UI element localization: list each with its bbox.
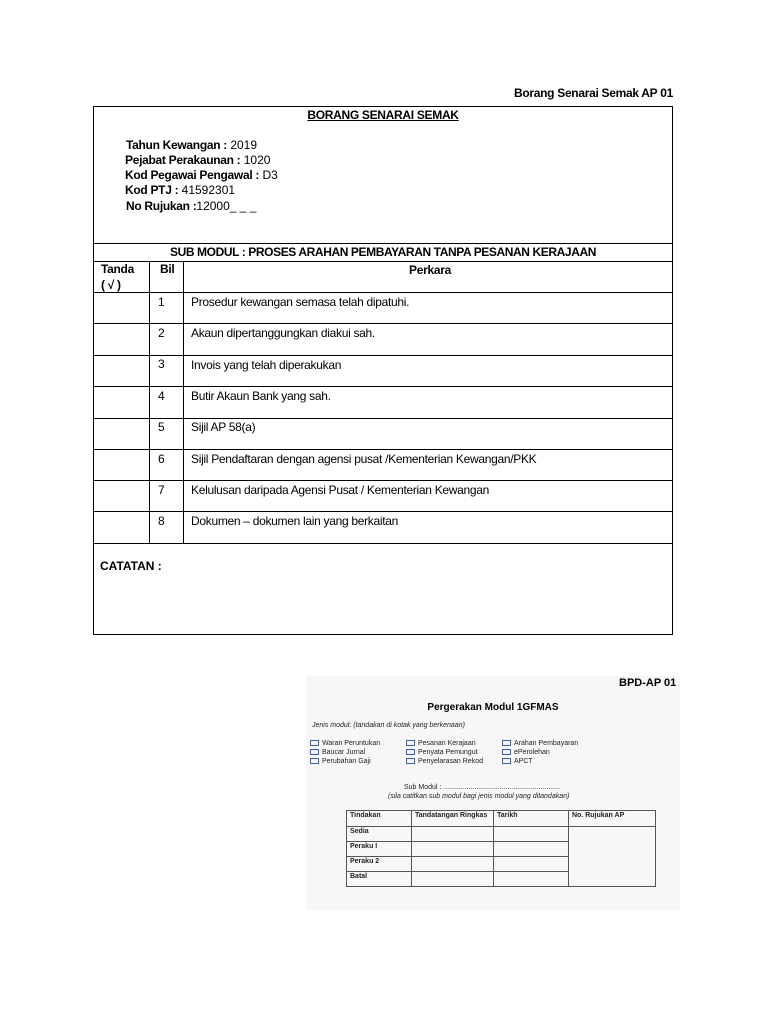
option-checkbox: Pesanan Kerajaan <box>406 740 476 747</box>
document-code: Borang Senarai Semak AP 01 <box>514 86 673 100</box>
row-bil: 2 <box>158 326 165 340</box>
row-bil: 8 <box>158 514 165 528</box>
checkbox-icon <box>502 758 511 764</box>
movement-table <box>346 810 656 887</box>
th-tarikh: Tarikh <box>494 811 569 827</box>
row-perkara: Invois yang telah diperakukan <box>191 358 342 372</box>
option-checkbox: Arahan Pembayaran <box>502 740 578 747</box>
row-bil: 1 <box>158 295 165 309</box>
option-checkbox: Waran Peruntukan <box>310 740 380 747</box>
row-perkara: Sijil Pendaftaran dengan agensi pusat /Kementerian Kewangan/PKK <box>191 452 537 466</box>
header-tanda: Tanda <box>101 262 134 276</box>
option-checkbox: Perubahan Gaji <box>310 758 371 765</box>
row-bil: 5 <box>158 420 165 434</box>
checkbox-icon <box>406 740 415 746</box>
header-perkara: Perkara <box>409 263 451 277</box>
info-kod-ptj: Kod PTJ : 41592301 <box>125 183 236 197</box>
option-checkbox: Baucar Jurnal <box>310 749 365 756</box>
action-cell: Batal <box>347 872 412 887</box>
row-bil: 3 <box>158 357 165 371</box>
bpd-code: BPD-AP 01 <box>619 677 677 689</box>
movement-form-image <box>306 676 680 910</box>
option-checkbox: Penyelarasan Rekod <box>406 758 483 765</box>
th-tindakan: Tindakan <box>347 811 412 827</box>
divider <box>94 243 672 244</box>
action-cell: Peraku 2 <box>347 857 412 872</box>
form-title: BORANG SENARAI SEMAK <box>307 108 459 122</box>
row-perkara: Kelulusan daripada Agensi Pusat / Kementerian Kewangan <box>191 483 490 497</box>
option-checkbox: APCT <box>502 758 533 765</box>
row-bil: 4 <box>158 389 165 403</box>
option-checkbox: ePerolehan <box>502 749 550 756</box>
jenis-modul-label: Jenis modul: (tandakan di kotak yang berkenaan) <box>312 722 465 729</box>
action-cell: Peraku I <box>347 842 412 857</box>
sub-modul-note: (sila catitkan sub modul bagi jenis modul yang ditandakan) <box>388 793 570 800</box>
checkbox-icon <box>406 749 415 755</box>
info-pejabat-perakaunan: Pejabat Perakaunan : 1020 <box>125 153 271 167</box>
checklist-form <box>93 106 673 635</box>
info-tahun-kewangan: Tahun Kewangan : 2019 <box>126 138 258 152</box>
info-kod-pegawai-pengawal: Kod Pegawai Pengawal : D3 <box>125 168 278 182</box>
header-tanda-mark: ( √ ) <box>101 278 121 292</box>
checkbox-icon <box>406 758 415 764</box>
action-cell: Sedia <box>347 827 412 842</box>
checkbox-icon <box>502 749 511 755</box>
row-perkara: Prosedur kewangan semasa telah dipatuhi. <box>191 295 410 309</box>
th-no-rujukan: No. Rujukan AP <box>569 811 656 827</box>
option-checkbox: Penyata Pemungut <box>406 749 478 756</box>
sub-modul-line: Sub Modul : ............................................................ <box>404 784 560 791</box>
catatan-label: CATATAN : <box>100 559 162 573</box>
info-no-rujukan: No Rujukan :12000_ _ _ <box>126 199 257 213</box>
row-perkara: Dokumen – dokumen lain yang berkaitan <box>191 514 399 528</box>
header-bil: Bil <box>160 262 175 276</box>
sub-modul-heading: SUB MODUL : PROSES ARAHAN PEMBAYARAN TANPA PESANAN KERAJAAN <box>169 245 596 259</box>
checkbox-icon <box>310 740 319 746</box>
movement-form-title: Pergerakan Modul 1GFMAS <box>427 702 559 713</box>
row-perkara: Sijil AP 58(a) <box>191 420 256 434</box>
th-tandatangan: Tandatangan Ringkas <box>412 811 494 827</box>
row-bil: 6 <box>158 452 165 466</box>
row-perkara: Akaun dipertanggungkan diakui sah. <box>191 326 375 340</box>
checkbox-icon <box>310 749 319 755</box>
row-bil: 7 <box>158 483 165 497</box>
divider <box>94 261 672 262</box>
row-perkara: Butir Akaun Bank yang sah. <box>191 389 331 403</box>
checkbox-icon <box>310 758 319 764</box>
checkbox-icon <box>502 740 511 746</box>
